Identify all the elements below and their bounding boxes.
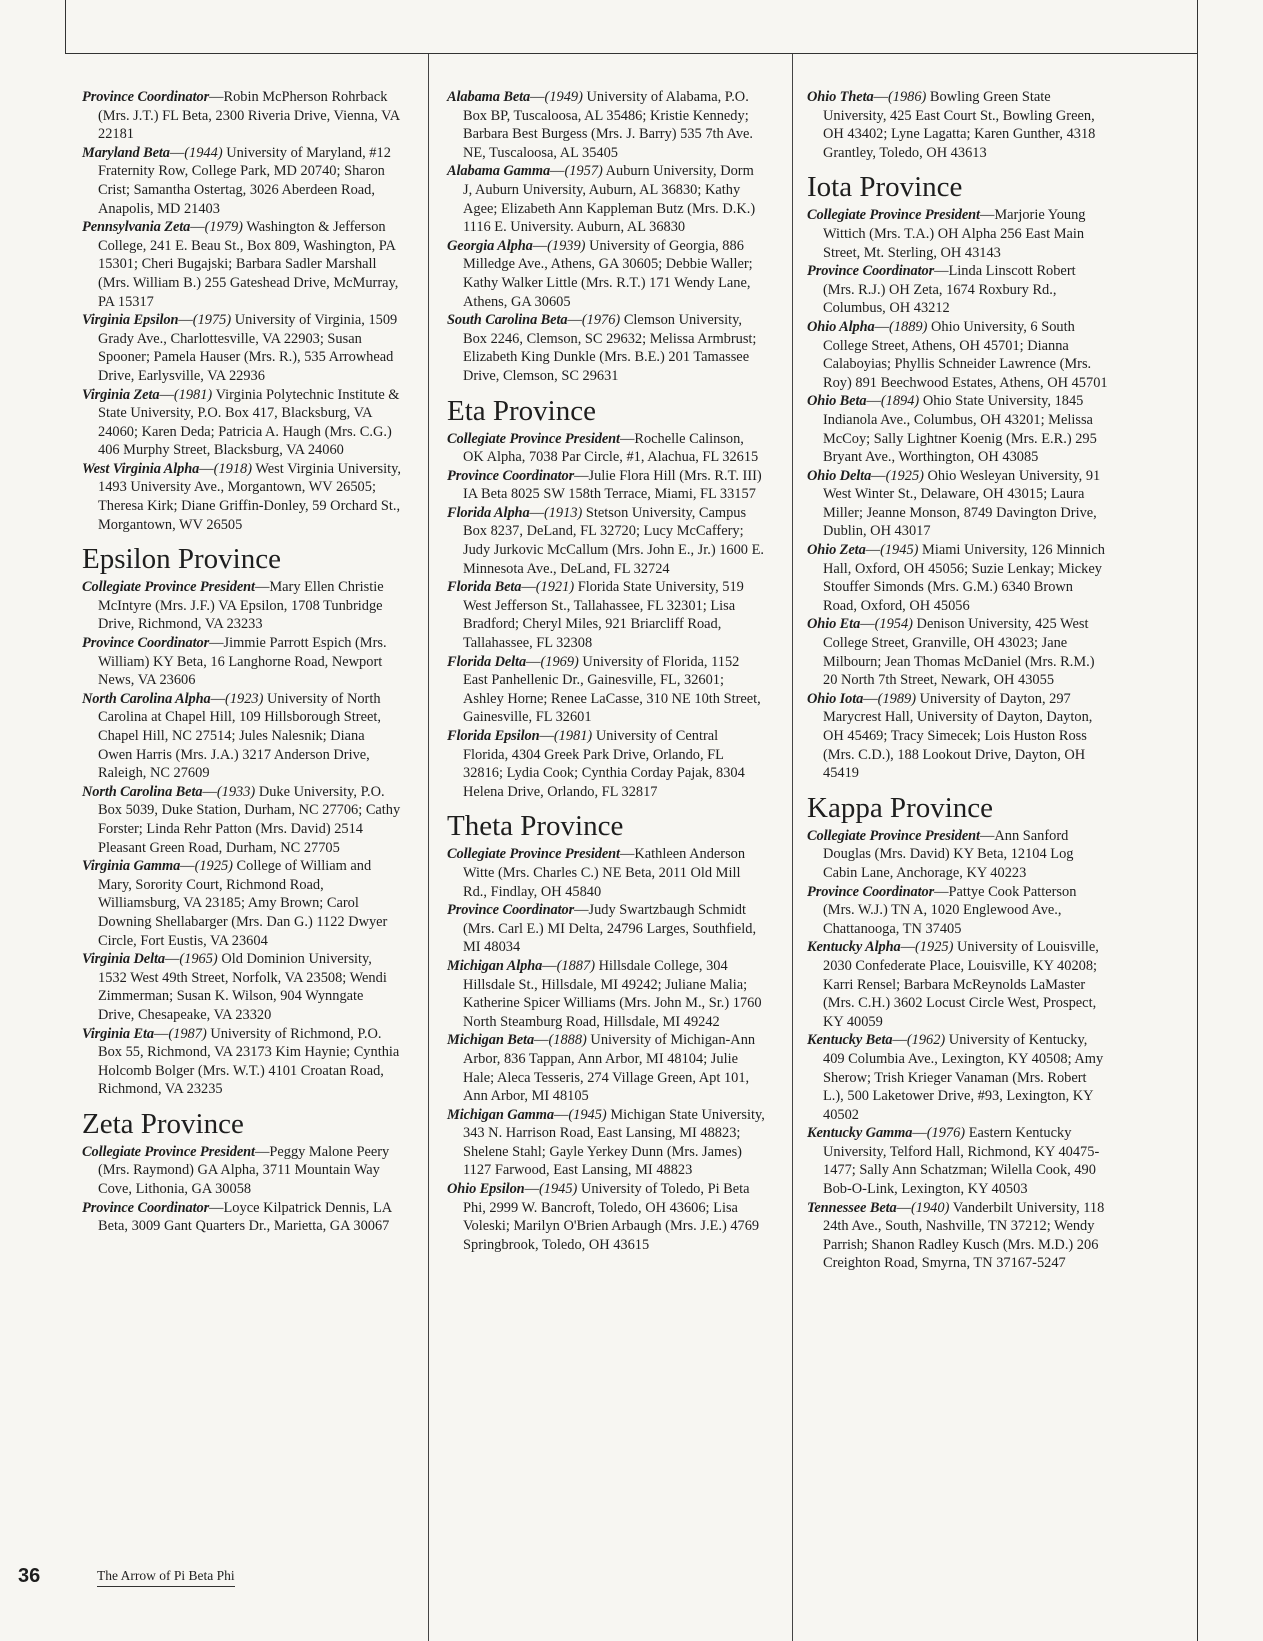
founding-year: (1986)	[887, 89, 927, 105]
entry-name: Collegiate Province President	[447, 430, 620, 447]
founding-year: (1918)	[213, 460, 253, 477]
entry-details: University of Maryland, #12 Fraternity Row, College Park, MD 20740; Sharon Crist; Samantha Ostertag, 3026 Aberdeen Road, Anapolis, MD 21403	[98, 144, 391, 217]
em-dash: —	[892, 1032, 907, 1049]
entry-name: West Virginia Alpha	[82, 460, 200, 477]
founding-year: (1965)	[179, 951, 218, 968]
entry-details: —Marjorie Young Wittich (Mrs. T.A.) OH Alpha 256 East Main Street, Mt. Sterling, OH 43143	[823, 207, 1086, 261]
entry-details: Ohio Wesleyan University, 91 West Winter St., Delaware, OH 43015; Laura Miller; Jeanne Monson, 8749 Davington Drive, Dublin, OH 43017	[823, 467, 1101, 540]
entry-name: Michigan Alpha	[447, 957, 543, 974]
directory-entry	[807, 615, 1109, 689]
province-heading: Eta Province	[447, 394, 596, 427]
entry-name: Alabama Beta	[447, 89, 531, 105]
directory-entry	[82, 634, 402, 690]
directory-entry	[447, 88, 765, 162]
entry-details: University of Michigan-Ann Arbor, 836 Tappan, Ann Arbor, MI 48104; Julie Hale; Aleca Tesseris, 274 Village Green, Apt 101, Ann Arbor, MI 48105	[463, 1032, 756, 1105]
directory-entry	[807, 541, 1109, 615]
directory-entry	[807, 467, 1109, 541]
founding-year: (1945)	[880, 542, 919, 559]
em-dash: —	[542, 957, 557, 974]
directory-entry	[447, 845, 765, 901]
column-middle	[447, 88, 765, 1254]
entry-name: Province Coordinator	[447, 467, 575, 484]
entry-name: Ohio Zeta	[807, 542, 866, 559]
entry-details: —Rochelle Calinson, OK Alpha, 7038 Par Circle, #1, Alachua, FL 32615	[463, 430, 759, 466]
directory-entry	[807, 1031, 1109, 1124]
entry-details: University of Florida, 1152 East Panhellenic Dr., Gainesville, FL, 32601; Ashley Horne; Renee LaCasse, 310 NE 10th Street, Gainesville, FL 32601	[463, 653, 761, 726]
directory-entry	[447, 467, 765, 504]
entry-name: Kentucky Alpha	[807, 939, 901, 956]
entry-name: Florida Alpha	[447, 504, 530, 521]
founding-year: (1913)	[543, 504, 583, 521]
entry-details: Michigan State University, 343 N. Harrison Road, East Lansing, MI 48823; Shelene Stahl; Gayle Yerkey Dunn (Mrs. James) 1127 Farwood, East Lansing, MI 48823	[463, 1106, 765, 1179]
province-heading: Zeta Province	[82, 1107, 244, 1140]
em-dash: —	[526, 653, 541, 670]
entry-name: Virginia Epsilon	[82, 312, 179, 329]
left-rule	[65, 0, 66, 54]
founding-year: (1962)	[906, 1032, 946, 1049]
directory-entry	[82, 783, 402, 857]
entry-name: South Carolina Beta	[447, 312, 568, 329]
entry-name: Kentucky Beta	[807, 1032, 893, 1049]
directory-entry	[807, 392, 1109, 466]
entry-name: Florida Delta	[447, 653, 527, 670]
directory-entry	[82, 460, 402, 534]
founding-year: (1945)	[538, 1181, 578, 1198]
entry-name: Ohio Alpha	[807, 318, 875, 335]
entry-name: Virginia Gamma	[82, 858, 181, 875]
entry-name: Michigan Gamma	[447, 1106, 554, 1123]
province-heading: Theta Province	[447, 810, 624, 843]
founding-year: (1925)	[915, 939, 954, 956]
founding-year: (1945)	[568, 1106, 607, 1123]
entry-details: University of Alabama, P.O. Box BP, Tuscaloosa, AL 35486; Kristie Kennedy; Barbara Best Burgess (Mrs. J. Barry) 535 7th Ave. NE, Tuscaloosa, AL 35405	[463, 89, 754, 161]
em-dash: —	[521, 579, 536, 596]
em-dash: —	[896, 1199, 911, 1216]
entry-name: Collegiate Province President	[82, 1143, 255, 1160]
em-dash: —	[871, 467, 886, 484]
entry-details: —Peggy Malone Peery (Mrs. Raymond) GA Alpha, 3711 Mountain Way Cove, Lithonia, GA 30058	[98, 1143, 390, 1198]
entry-details: —Julie Flora Hill (Mrs. R.T. III) IA Beta 8025 SW 158th Terrace, Miami, FL 33157	[463, 467, 762, 503]
entry-name: Ohio Beta	[807, 393, 867, 410]
entry-details: —Loyce Kilpatrick Dennis, LA Beta, 3009 Gant Quarters Dr., Marietta, GA 30067	[98, 1199, 392, 1235]
directory-entry	[82, 311, 402, 385]
entry-name: Tennessee Beta	[807, 1199, 897, 1216]
entry-details: University of Kentucky, 409 Columbia Ave., Lexington, KY 40508; Amy Sherow; Trish Krieger Vanaman (Mrs. Robert L.), 500 Laketower Drive, #93, Lexington, KY 40502	[823, 1032, 1104, 1123]
em-dash: —	[529, 504, 544, 521]
entry-name: Florida Beta	[447, 579, 522, 596]
entry-name: Pennsylvania Zeta	[82, 219, 191, 236]
entry-name: Collegiate Province President	[807, 827, 980, 844]
directory-entry	[447, 727, 765, 801]
entry-details: —Ann Sanford Douglas (Mrs. David) KY Beta, 12104 Log Cabin Lane, Anchorage, KY 40223	[823, 827, 1074, 881]
directory-entry	[82, 1143, 402, 1199]
entry-details: Clemson University, Box 2246, Clemson, SC 29632; Melissa Armbrust; Elizabeth King Dunkle (Mrs. B.E.) 201 Tamassee Drive, Clemson, SC 29631	[463, 312, 757, 384]
directory-entry	[447, 1031, 765, 1105]
em-dash: —	[873, 89, 888, 105]
em-dash: —	[180, 858, 195, 875]
entry-details: Eastern Kentucky University, Telford Hall, Richmond, KY 40475-1477; Sally Ann Schatzman; Wilella Cook, 490 Bob-O-Link, Lexington, KY 40503	[823, 1125, 1100, 1198]
entry-name: Alabama Gamma	[447, 163, 551, 180]
entry-details: University of Louisville, 2030 Confederate Place, Louisville, KY 40208; Karri Rensel; Barbara McReynolds LaMaster (Mrs. C.H.) 3602 Locust Circle West, Prospect, KY 40059	[823, 939, 1099, 1030]
entry-name: Ohio Eta	[807, 616, 861, 633]
founding-year: (1976)	[581, 312, 621, 329]
entry-details: University of Toledo, Pi Beta Phi, 2999 W. Bancroft, Toledo, OH 43606; Lisa Voleski; Marilyn O'Brien Arbaugh (Mrs. J.E.) 4769 Springbrook, Toledo, OH 43615	[463, 1181, 760, 1253]
em-dash: —	[900, 939, 916, 956]
directory-entry	[82, 88, 402, 144]
entry-name: Ohio Epsilon	[447, 1181, 525, 1198]
em-dash: —	[159, 386, 174, 403]
entry-name: Michigan Beta	[447, 1032, 535, 1049]
founding-year: (1933)	[216, 783, 256, 800]
entry-name: Province Coordinator	[807, 883, 935, 900]
entry-name: Province Coordinator	[82, 89, 210, 105]
entry-details: West Virginia University, 1493 University Ave., Morgantown, WV 26505; Theresa Kirk; Diane Griffin-Donley, 59 Orchard St., Morgantown, WV 26505	[98, 460, 401, 533]
directory-entry	[807, 690, 1109, 783]
em-dash: —	[530, 89, 545, 105]
em-dash: —	[865, 542, 881, 559]
entry-details: Denison University, 425 West College Street, Granville, OH 43023; Jane Milbourn; Jean Thomas McDaniel (Mrs. R.M.) 20 North 7th Street, Newark, OH 43055	[823, 616, 1095, 689]
founding-year: (1925)	[885, 467, 924, 484]
em-dash: —	[567, 312, 582, 329]
directory-entry	[807, 262, 1109, 318]
directory-entry	[447, 430, 765, 467]
entry-details: —Linda Linscott Robert (Mrs. R.J.) OH Zeta, 1674 Roxbury Rd., Columbus, OH 43212	[823, 263, 1076, 317]
entry-name: Georgia Alpha	[447, 237, 533, 254]
founding-year: (1921)	[535, 579, 575, 596]
province-heading: Iota Province	[807, 171, 963, 204]
founding-year: (1894)	[880, 393, 920, 410]
entry-details: Ohio University, 6 South College Street, Athens, OH 45701; Dianna Calaboyias; Phyllis Schneider Lawrence (Mrs. Roy) 891 Beechwood Estates, Athens, OH 45701	[823, 318, 1108, 391]
entry-name: Collegiate Province President	[447, 846, 620, 863]
founding-year: (1976)	[926, 1125, 966, 1142]
founding-year: (1949)	[544, 89, 583, 105]
entry-details: Ohio State University, 1845 Indianola Ave., Columbus, OH 43201; Melissa McCoy; Sally Lightner Koenig (Mrs. E.R.) 295 Bryant Ave., Worthington, OH 43085	[823, 393, 1097, 466]
directory-entry	[447, 578, 765, 652]
entry-details: —Judy Swartzbaugh Schmidt (Mrs. Carl E.) MI Delta, 24796 Larges, Southfield, MI 48034	[463, 902, 757, 956]
entry-name: North Carolina Beta	[82, 783, 203, 800]
entry-name: Florida Epsilon	[447, 728, 540, 744]
directory-entry	[447, 901, 765, 957]
em-dash: —	[178, 312, 193, 329]
founding-year: (1940)	[911, 1199, 950, 1216]
founding-year: (1957)	[564, 163, 603, 180]
column-divider	[428, 54, 429, 1641]
entry-name: Virginia Zeta	[82, 386, 160, 403]
directory-entry	[447, 504, 765, 578]
entry-details: Florida State University, 519 West Jefferson St., Tallahassee, FL 32301; Lisa Bradford; Cheryl Miles, 921 Briarcliff Road, Tallahassee, FL 32308	[463, 579, 744, 652]
directory-entry	[447, 653, 765, 727]
directory-entry	[447, 311, 765, 385]
entry-details: College of William and Mary, Sorority Court, Richmond Road, Williamsburg, VA 23185; Amy Brown; Carol Downing Shellabarger (Mrs. Dan G.) 1122 Dwyer Circle, Fort Eustis, VA 23604	[98, 858, 388, 949]
em-dash: —	[190, 219, 205, 236]
em-dash: —	[199, 460, 214, 477]
directory-entry	[807, 938, 1109, 1031]
em-dash: —	[210, 690, 226, 707]
directory-entry	[82, 950, 402, 1024]
entry-name: Ohio Delta	[807, 467, 872, 484]
em-dash: —	[866, 393, 881, 410]
founding-year: (1889)	[889, 318, 928, 335]
em-dash: —	[169, 144, 185, 161]
entry-details: University of Richmond, P.O. Box 55, Richmond, VA 23173 Kim Haynie; Cynthia Holcomb Bolger (Mrs. W.T.) 4101 Croatan Road, Richmond, VA 23235	[98, 1025, 400, 1098]
directory-entry	[82, 690, 402, 783]
page-number: 36	[18, 1565, 41, 1587]
entry-name: Ohio Theta	[807, 89, 874, 105]
entry-details: —Kathleen Anderson Witte (Mrs. Charles C.) NE Beta, 2011 Old Mill Rd., Findlay, OH 45840	[463, 846, 746, 900]
entry-details: Bowling Green State University, 425 East Court St., Bowling Green, OH 43402; Lyne Lagatta; Karen Gunther, 4318 Grantley, Toledo, OH 43613	[823, 89, 1096, 161]
entry-name: Maryland Beta	[82, 144, 170, 161]
entry-details: Miami University, 126 Minnich Hall, Oxford, OH 45056; Suzie Lenkay; Mickey Stouffer Simonds (Mrs. G.M.) 6340 Brown Road, Oxford, OH 45056	[823, 542, 1105, 614]
entry-details: Duke University, P.O. Box 5039, Duke Station, Durham, NC 27706; Cathy Forster; Linda Rehr Patton (Mrs. David) 2514 Pleasant Green Road, Durham, NC 27705	[98, 783, 401, 856]
founding-year: (1888)	[548, 1032, 587, 1049]
founding-year: (1989)	[877, 690, 917, 707]
entry-name: North Carolina Alpha	[82, 690, 211, 707]
em-dash: —	[860, 616, 875, 633]
entry-details: Hillsdale College, 304 Hillsdale St., Hillsdale, MI 49242; Juliane Malia; Katherine Spicer Williams (Mrs. John M., Sr.) 1760 North Steamburg Road, Hillsdale, MI 49242	[463, 957, 762, 1030]
founding-year: (1954)	[874, 616, 913, 633]
directory-entry	[447, 957, 765, 1031]
em-dash: —	[863, 690, 878, 707]
right-rule	[1197, 0, 1198, 1641]
entry-name: Province Coordinator	[82, 635, 210, 652]
column-right	[807, 88, 1109, 1273]
entry-name: Kentucky Gamma	[807, 1125, 913, 1142]
directory-entry	[82, 144, 402, 218]
em-dash: —	[912, 1125, 927, 1142]
directory-entry	[82, 1025, 402, 1099]
column-left	[82, 88, 402, 1236]
em-dash: —	[874, 318, 890, 335]
entry-details: University of North Carolina at Chapel Hill, 109 Hillsborough Street, Chapel Hill, NC 27514; Jules Nalesnik; Diana Owen Harris (Mrs. J.A.) 3217 Anderson Drive, Raleigh, NC 27609	[98, 690, 381, 782]
entry-name: Virginia Eta	[82, 1025, 154, 1042]
founding-year: (1981)	[173, 386, 213, 403]
founding-year: (1981)	[553, 728, 593, 744]
column-divider	[792, 54, 793, 1641]
entry-details: Virginia Polytechnic Institute & State University, P.O. Box 417, Blacksburg, VA 24060; Karen Deda; Patricia A. Haugh (Mrs. C.G.) 406 Murphy Street, Blacksburg, VA 24060	[98, 386, 400, 459]
directory-entry	[807, 827, 1109, 883]
top-rule	[65, 53, 1198, 54]
founding-year: (1925)	[194, 858, 233, 875]
em-dash: —	[534, 1032, 549, 1049]
directory-entry	[447, 162, 765, 236]
founding-year: (1979)	[204, 219, 243, 236]
directory-entry	[807, 1124, 1109, 1198]
entry-details: —Pattye Cook Patterson (Mrs. W.J.) TN A, 1020 Englewood Ave., Chattanooga, TN 37405	[823, 883, 1077, 937]
directory-entry	[447, 237, 765, 311]
entry-details: Vanderbilt University, 118 24th Ave., South, Nashville, TN 37212; Wendy Parrish; Shanon Radley Kusch (Mrs. M.D.) 206 Creighton Road, Smyrna, TN 37167-5247	[823, 1199, 1105, 1272]
entry-details: —Robin McPherson Rohrback (Mrs. J.T.) FL Beta, 2300 Riveria Drive, Vienna, VA 22181	[98, 89, 400, 143]
founding-year: (1923)	[225, 690, 264, 707]
founding-year: (1944)	[184, 144, 223, 161]
directory-entry	[82, 857, 402, 950]
entry-name: Collegiate Province President	[82, 579, 255, 596]
directory-entry	[82, 218, 402, 311]
province-heading: Kappa Province	[807, 791, 994, 824]
entry-name: Ohio Iota	[807, 690, 864, 707]
directory-entry	[82, 386, 402, 460]
em-dash: —	[553, 1106, 569, 1123]
entry-details: Old Dominion University, 1532 West 49th Street, Norfolk, VA 23508; Wendi Zimmerman; Susan K. Wilson, 904 Wynngate Drive, Chesapeake, VA 23320	[98, 951, 387, 1023]
entry-name: Collegiate Province President	[807, 207, 980, 224]
em-dash: —	[539, 728, 554, 744]
entry-details: University of Central Florida, 4304 Greek Park Drive, Orlando, FL 32816; Lydia Cook; Cynthia Corday Pajak, 8304 Helena Drive, Orlando, FL 32817	[463, 728, 745, 800]
entry-name: Province Coordinator	[82, 1199, 210, 1216]
entry-details: Auburn University, Dorm J, Auburn University, Auburn, AL 36830; Kathy Agee; Elizabeth Ann Kappleman Butz (Mrs. D.K.) 1116 E. University. Auburn, AL 36830	[463, 163, 756, 236]
entry-details: —Jimmie Parrott Espich (Mrs. William) KY Beta, 16 Langhorne Road, Newport News, VA 23606	[98, 635, 387, 689]
directory-entry	[807, 318, 1109, 392]
founding-year: (1969)	[540, 653, 579, 670]
directory-entry	[807, 1199, 1109, 1273]
directory-entry	[82, 1199, 402, 1236]
province-heading: Epsilon Province	[82, 543, 281, 576]
directory-entry	[447, 1180, 765, 1254]
founding-year: (1975)	[192, 312, 232, 329]
entry-details: Washington & Jefferson College, 241 E. Beau St., Box 809, Washington, PA 15301; Cheri Bugajski; Barbara Sadler Marshall (Mrs. William B.) 255 Gateshead Drive, McMurray, PA 15317	[98, 219, 399, 310]
entry-name: Province Coordinator	[447, 902, 575, 919]
entry-details: University of Dayton, 297 Marycrest Hall, University of Dayton, Dayton, OH 45469; Tracy Simecek; Lois Huston Ross (Mrs. C.D.), 188 Lookout Drive, Dayton, OH 45419	[823, 690, 1093, 782]
founding-year: (1939)	[547, 237, 586, 254]
founding-year: (1987)	[168, 1025, 207, 1042]
em-dash: —	[524, 1181, 539, 1198]
directory-entry	[82, 578, 402, 634]
entry-details: —Mary Ellen Christie McIntyre (Mrs. J.F.) VA Epsilon, 1708 Tunbridge Drive, Richmond, VA 23233	[98, 579, 384, 633]
em-dash: —	[153, 1025, 169, 1042]
entry-details: Stetson University, Campus Box 8237, DeLand, FL 32720; Lucy McCaffery; Judy Jurkovic McCallum (Mrs. John E., Jr.) 1600 E. Minnesota Ave., DeLand, FL 32724	[463, 504, 764, 577]
founding-year: (1887)	[556, 957, 595, 974]
directory-entry	[807, 206, 1109, 262]
em-dash: —	[202, 783, 217, 800]
directory-entry	[807, 88, 1109, 162]
entry-details: University of Virginia, 1509 Grady Ave., Charlottesville, VA 22903; Susan Spooner; Pamela Hauser (Mrs. R.), 535 Arrowhead Drive, Earlysville, VA 22936	[98, 312, 398, 384]
em-dash: —	[532, 237, 548, 254]
entry-name: Virginia Delta	[82, 951, 165, 968]
em-dash: —	[164, 951, 180, 968]
directory-entry	[447, 1106, 765, 1180]
directory-entry	[807, 883, 1109, 939]
entry-details: University of Georgia, 886 Milledge Ave., Athens, GA 30605; Debbie Waller; Kathy Walker Little (Mrs. R.T.) 171 Wendy Lane, Athens, GA 30605	[463, 237, 753, 310]
em-dash: —	[550, 163, 565, 180]
journal-title: The Arrow of Pi Beta Phi	[97, 1568, 235, 1587]
entry-name: Province Coordinator	[807, 263, 935, 280]
